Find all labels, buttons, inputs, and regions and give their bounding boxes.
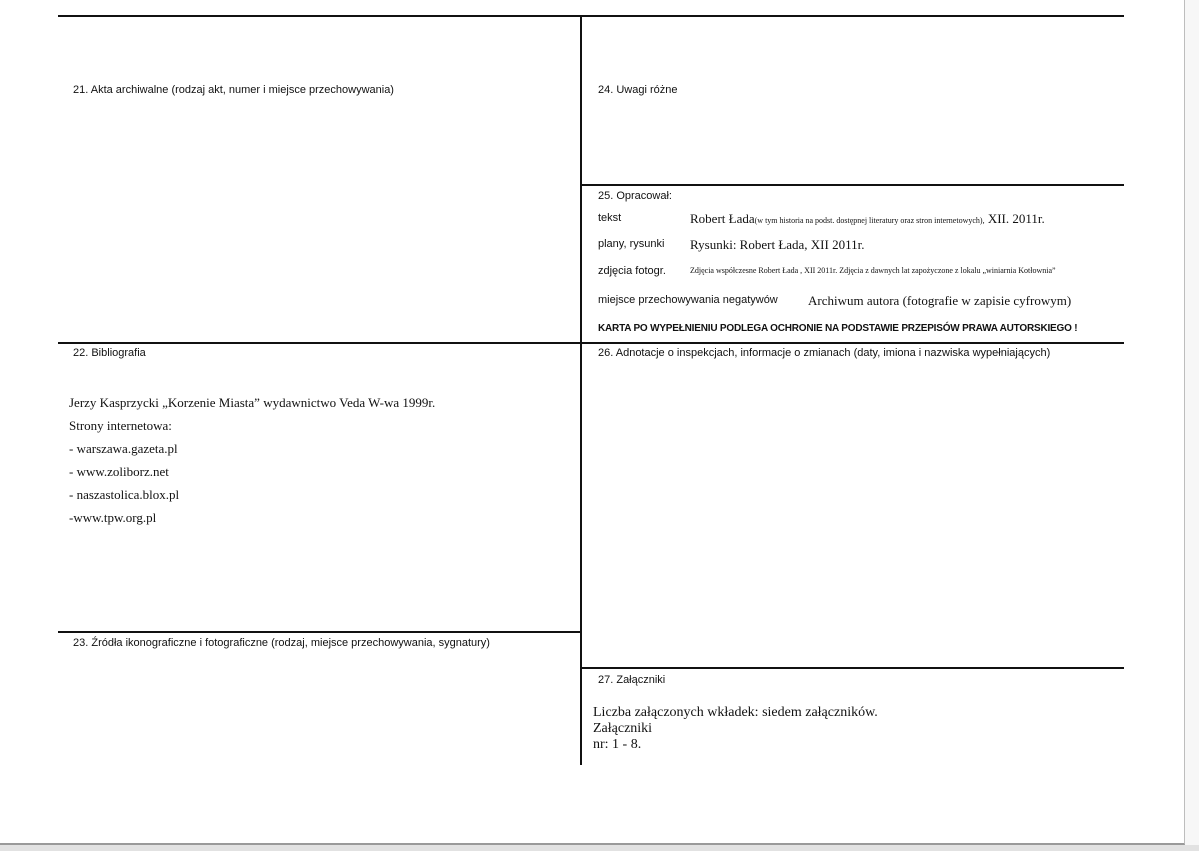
section-23-label: 23. Źródła ikonograficzne i fotograficzne (rodzaj, miejsce przechowywania, sygnatury) [73,637,490,649]
attachments-line: Liczba załączonych wkładek: siedem załączników. [593,705,878,720]
section-27-label: 27. Załączniki [598,674,666,686]
field-key-zdjecia: zdjęcia fotogr. [598,265,666,277]
top-rule [58,15,1124,17]
section-25-label: 25. Opracował: [598,190,672,202]
field-key-plany: plany, rysunki [598,238,665,250]
field-value-plany: Rysunki: Robert Łada, XII 2011r. [690,237,865,252]
section-22-label: 22. Bibliografia [73,347,146,359]
attachments-line: nr: 1 - 8. [593,737,642,752]
column-divider [580,15,582,765]
bibliography-line: Jerzy Kasprzycki „Korzenie Miasta” wydawnictwo Veda W-wa 1999r. [69,395,436,410]
field-value-tekst [690,211,1045,227]
rule-27 [581,667,1124,669]
attachments-line: Załączniki [593,721,653,736]
scan-edge [0,845,1199,851]
rule-22 [58,342,581,344]
field-key-negatywy: miejsce przechowywania negatywów [598,294,778,306]
author-name: Robert Łada [690,211,755,226]
author-date: XII. 2011r. [984,211,1045,226]
section-26-label: 26. Adnotacje o inspekcjach, informacje o zmianach (daty, imiona i nazwiska wypełniających) [598,347,1051,359]
rule-26 [581,342,1124,344]
bibliography-line: - www.zoliborz.net [69,464,169,479]
author-note: (w tym historia na podst. dostępnej literatury oraz stron internetowych), [754,216,985,225]
rule-23 [58,631,581,633]
bibliography-line: - warszawa.gazeta.pl [69,441,178,456]
field-value-zdjecia: Zdjęcia współczesne Robert Łada , XII 2011r. Zdjęcia z dawnych lat zapożyczone z lokalu „winiarnia Kotłownia” [690,266,1056,275]
field-value-negatywy: Archiwum autora (fotografie w zapisie cyfrowym) [808,293,1072,308]
section-24-label: 24. Uwagi różne [598,84,678,96]
bibliography-line: -www.tpw.org.pl [69,510,157,525]
field-key-tekst: tekst [598,212,622,224]
bibliography-line: Strony internetowa: [69,418,172,433]
rule-25 [581,184,1124,186]
bibliography-line: - naszastolica.blox.pl [69,487,180,502]
section-21-label: 21. Akta archiwalne (rodzaj akt, numer i miejsce przechowywania) [73,84,394,96]
copyright-notice: KARTA PO WYPEŁNIENIU PODLEGA OCHRONIE NA PODSTAWIE PRZEPISÓW PRAWA AUTORSKIEGO ! [598,323,1078,334]
